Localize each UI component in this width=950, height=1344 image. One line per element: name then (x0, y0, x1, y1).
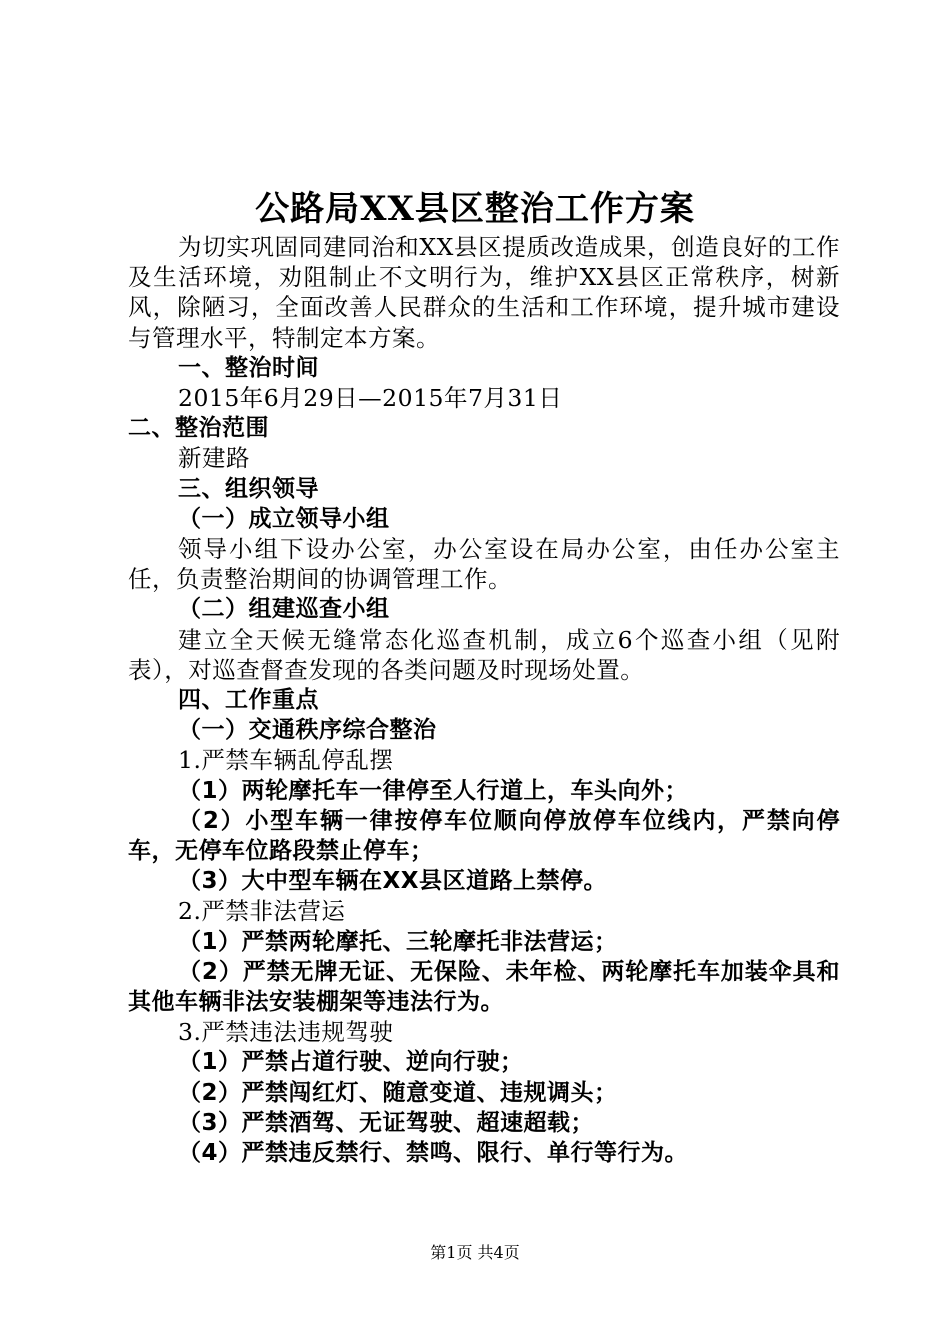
parking-rule-1: （1）两轮摩托车一律停至人行道上，车头向外； (178, 777, 689, 804)
subheading-traffic-order: （一）交通秩序综合整治 (178, 717, 437, 744)
driving-rule-3: （3）严禁酒驾、无证驾驶、超速超载； (178, 1109, 595, 1136)
driving-rule-4: （4）严禁违反禁行、禁鸣、限行、单行等行为。 (178, 1140, 689, 1167)
parking-rule-2: （2）小型车辆一律按停车位顺向停放停车位线内，严禁向停车，无停车位路段禁止停车； (128, 807, 840, 865)
section-heading-key-work: 四、工作重点 (178, 687, 319, 714)
scope-text: 新建路 (178, 444, 250, 473)
document-title: 公路局XX县区整治工作方案 (255, 189, 695, 229)
parking-rule-3: （3）大中型车辆在XX县区道路上禁停。 (178, 868, 607, 895)
intro-paragraph: 为切实巩固同建同治和XX县区提质改造成果，创造良好的工作及生活环境，劝阻制止不文明行为，维护XX县区正常秩序，树新风，除陋习，全面改善人民群众的生活和工作环境，提升城市建设与管理水平，特制定本方案。 (128, 233, 840, 352)
patrol-group-text: 建立全天候无缝常态化巡查机制，成立6个巡查小组（见附表），对巡查督查发现的各类问题及时现场处置。 (128, 625, 840, 684)
page-footer: 第1页 共4页 (430, 1243, 520, 1262)
section-heading-organization: 三、组织领导 (178, 475, 319, 502)
item-illegal-operation: 2.严禁非法营运 (178, 897, 346, 926)
driving-rule-1: （1）严禁占道行驶、逆向行驶； (178, 1049, 524, 1076)
operation-rule-1: （1）严禁两轮摩托、三轮摩托非法营运； (178, 928, 618, 955)
item-illegal-driving: 3.严禁违法违规驾驶 (178, 1018, 394, 1047)
document-body (128, 232, 840, 1168)
section-heading-time: 一、整治时间 (178, 354, 319, 381)
leadership-group-text: 领导小组下设办公室，办公室设在局办公室，由任办公室主任，负责整治期间的协调管理工作。 (128, 535, 840, 594)
item-parking: 1.严禁车辆乱停乱摆 (178, 746, 394, 775)
operation-rule-2: （2）严禁无牌无证、无保险、未年检、两轮摩托车加装伞具和其他车辆非法安装棚架等违法行为。 (128, 958, 840, 1016)
subheading-patrol-group: （二）组建巡查小组 (178, 596, 390, 623)
section-heading-scope: 二、整治范围 (128, 415, 269, 442)
subheading-leadership-group: （一）成立领导小组 (178, 505, 390, 532)
driving-rule-2: （2）严禁闯红灯、随意变道、违规调头； (178, 1079, 618, 1106)
time-range-text: 2015年6月29日—2015年7月31日 (178, 384, 563, 413)
